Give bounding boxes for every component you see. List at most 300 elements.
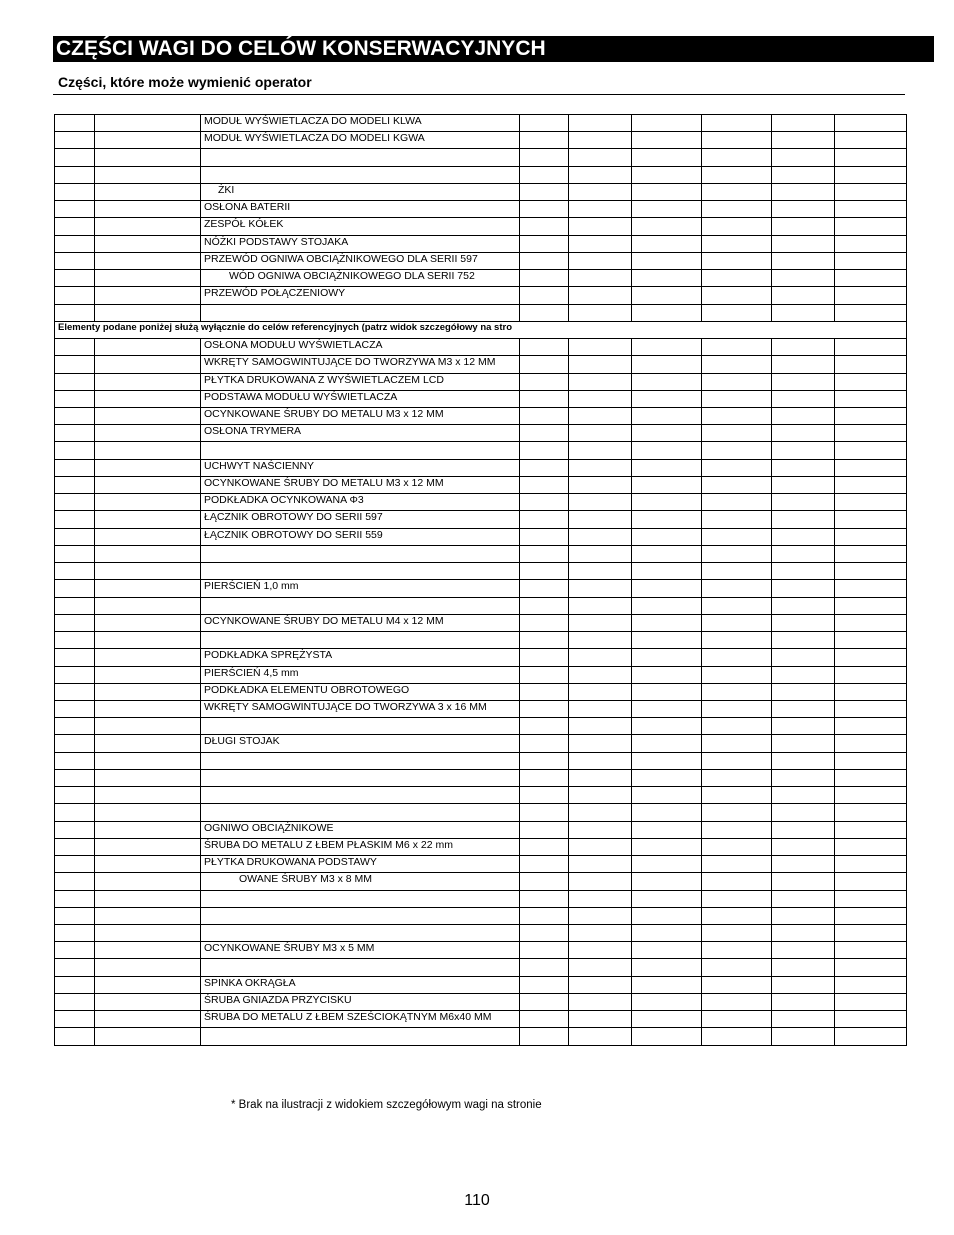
table-cell — [772, 459, 835, 476]
table-cell — [520, 718, 569, 735]
table-cell — [702, 787, 772, 804]
table-cell — [632, 856, 702, 873]
table-cell — [702, 166, 772, 183]
table-cell — [520, 700, 569, 717]
table-cell — [772, 201, 835, 218]
part-description: ŚRUBA DO METALU Z ŁBEM PŁASKIM M6 x 22 mm — [201, 838, 520, 855]
table-cell — [702, 666, 772, 683]
table-cell — [702, 425, 772, 442]
table-cell — [520, 149, 569, 166]
table-row — [55, 528, 907, 545]
table-cell — [835, 252, 907, 269]
table-cell — [632, 614, 702, 631]
table-cell — [95, 752, 201, 769]
table-cell — [702, 959, 772, 976]
table-cell — [772, 218, 835, 235]
table-cell — [569, 183, 632, 200]
table-cell — [835, 287, 907, 304]
table-cell — [55, 718, 95, 735]
table-row — [55, 718, 907, 735]
table-cell — [632, 735, 702, 752]
table-row — [55, 235, 907, 252]
table-row — [55, 959, 907, 976]
table-cell — [569, 614, 632, 631]
table-cell — [835, 545, 907, 562]
table-row — [55, 287, 907, 304]
table-cell — [835, 115, 907, 132]
table-cell — [772, 339, 835, 356]
table-cell — [702, 563, 772, 580]
table-cell — [772, 597, 835, 614]
table-cell — [632, 1028, 702, 1045]
table-cell — [95, 545, 201, 562]
table-cell — [95, 287, 201, 304]
table-cell — [772, 304, 835, 321]
table-row — [55, 856, 907, 873]
table-cell — [95, 459, 201, 476]
part-description — [201, 787, 520, 804]
table-cell — [569, 390, 632, 407]
table-cell — [55, 459, 95, 476]
table-cell — [632, 890, 702, 907]
table-cell — [772, 235, 835, 252]
table-cell — [772, 959, 835, 976]
table-cell — [772, 804, 835, 821]
table-cell — [520, 459, 569, 476]
table-cell — [702, 718, 772, 735]
table-cell — [702, 993, 772, 1010]
table-cell — [55, 373, 95, 390]
table-cell — [835, 132, 907, 149]
table-cell — [55, 925, 95, 942]
table-row — [55, 821, 907, 838]
part-description — [201, 769, 520, 786]
table-cell — [95, 787, 201, 804]
table-row — [55, 873, 907, 890]
table-cell — [520, 752, 569, 769]
table-cell — [569, 149, 632, 166]
table-cell — [835, 752, 907, 769]
table-cell — [702, 632, 772, 649]
table-cell — [772, 287, 835, 304]
part-description: ŚRUBA DO METALU Z ŁBEM SZEŚCIOKĄTNYM M6x40 MM — [201, 1011, 520, 1028]
table-cell — [520, 1028, 569, 1045]
table-cell — [95, 425, 201, 442]
table-cell — [569, 270, 632, 287]
table-cell — [835, 356, 907, 373]
table-cell — [772, 873, 835, 890]
part-description: PRZEWÓD POŁĄCZENIOWY — [201, 287, 520, 304]
table-cell — [835, 183, 907, 200]
table-row — [55, 666, 907, 683]
table-row — [55, 580, 907, 597]
table-cell — [772, 166, 835, 183]
table-cell — [569, 563, 632, 580]
table-cell — [569, 494, 632, 511]
table-cell — [520, 838, 569, 855]
table-cell — [632, 942, 702, 959]
table-cell — [55, 425, 95, 442]
table-cell — [520, 683, 569, 700]
table-cell — [55, 201, 95, 218]
table-cell — [55, 235, 95, 252]
table-cell — [520, 580, 569, 597]
part-description: OGNIWO OBCIĄŻNIKOWE — [201, 821, 520, 838]
table-cell — [702, 769, 772, 786]
table-cell — [569, 132, 632, 149]
table-cell — [95, 166, 201, 183]
table-cell — [520, 442, 569, 459]
table-cell — [55, 166, 95, 183]
table-cell — [95, 838, 201, 855]
table-cell — [569, 804, 632, 821]
table-cell — [632, 925, 702, 942]
table-cell — [520, 735, 569, 752]
table-cell — [55, 993, 95, 1010]
table-cell — [772, 787, 835, 804]
part-description — [201, 804, 520, 821]
table-cell — [835, 563, 907, 580]
table-cell — [95, 597, 201, 614]
table-cell — [772, 942, 835, 959]
table-cell — [569, 425, 632, 442]
table-cell — [632, 838, 702, 855]
table-cell — [55, 632, 95, 649]
table-cell — [55, 218, 95, 235]
table-cell — [772, 632, 835, 649]
table-cell — [772, 580, 835, 597]
table-cell — [632, 201, 702, 218]
table-cell — [520, 649, 569, 666]
table-cell — [520, 907, 569, 924]
table-cell — [55, 407, 95, 424]
table-row — [55, 1011, 907, 1028]
table-cell — [772, 890, 835, 907]
table-cell — [55, 907, 95, 924]
table-cell — [772, 907, 835, 924]
table-cell — [632, 769, 702, 786]
table-cell — [569, 649, 632, 666]
table-cell — [772, 545, 835, 562]
parts-table-body — [55, 115, 907, 1046]
table-cell — [55, 494, 95, 511]
table-cell — [702, 528, 772, 545]
table-cell — [55, 1028, 95, 1045]
table-cell — [95, 270, 201, 287]
table-cell — [772, 563, 835, 580]
table-cell — [772, 666, 835, 683]
table-cell — [835, 511, 907, 528]
part-description — [201, 563, 520, 580]
table-cell — [55, 959, 95, 976]
table-cell — [95, 976, 201, 993]
part-description: WKRĘTY SAMOGWINTUJĄCE DO TWORZYWA 3 x 16 MM — [201, 700, 520, 717]
table-cell — [55, 442, 95, 459]
table-cell — [835, 425, 907, 442]
table-cell — [520, 201, 569, 218]
table-cell — [95, 821, 201, 838]
table-cell — [702, 339, 772, 356]
part-description — [201, 752, 520, 769]
table-cell — [702, 752, 772, 769]
table-row — [55, 735, 907, 752]
table-cell — [95, 494, 201, 511]
table-cell — [569, 545, 632, 562]
table-row — [55, 494, 907, 511]
table-cell — [835, 976, 907, 993]
table-cell — [835, 597, 907, 614]
table-row — [55, 976, 907, 993]
table-row — [55, 373, 907, 390]
table-cell — [632, 563, 702, 580]
table-cell — [520, 252, 569, 269]
table-cell — [569, 959, 632, 976]
table-row — [55, 683, 907, 700]
table-row — [55, 476, 907, 493]
table-cell — [569, 856, 632, 873]
table-cell — [569, 907, 632, 924]
table-cell — [702, 597, 772, 614]
table-cell — [95, 115, 201, 132]
table-cell — [632, 183, 702, 200]
part-description: OSŁONA TRYMERA — [201, 425, 520, 442]
table-cell — [95, 856, 201, 873]
table-cell — [55, 304, 95, 321]
part-description — [201, 304, 520, 321]
table-cell — [95, 925, 201, 942]
table-cell — [835, 666, 907, 683]
table-cell — [632, 339, 702, 356]
table-cell — [95, 873, 201, 890]
table-cell — [569, 304, 632, 321]
table-cell — [95, 804, 201, 821]
table-cell — [702, 1028, 772, 1045]
table-cell — [632, 476, 702, 493]
table-cell — [520, 494, 569, 511]
table-cell — [569, 821, 632, 838]
table-cell — [835, 149, 907, 166]
part-description — [201, 959, 520, 976]
table-cell — [632, 873, 702, 890]
table-cell — [55, 821, 95, 838]
table-cell — [55, 545, 95, 562]
table-cell — [632, 976, 702, 993]
table-row — [55, 115, 907, 132]
table-cell — [632, 218, 702, 235]
table-cell — [632, 132, 702, 149]
table-row — [55, 252, 907, 269]
table-cell — [95, 907, 201, 924]
table-cell — [520, 287, 569, 304]
table-cell — [95, 890, 201, 907]
table-cell — [835, 787, 907, 804]
table-cell — [772, 183, 835, 200]
table-cell — [702, 373, 772, 390]
table-cell — [569, 407, 632, 424]
part-description: MODUŁ WYŚWIETLACZA DO MODELI KGWA — [201, 132, 520, 149]
table-cell — [835, 804, 907, 821]
table-cell — [569, 993, 632, 1010]
table-cell — [95, 235, 201, 252]
part-description — [201, 907, 520, 924]
table-cell — [835, 373, 907, 390]
part-description: PŁYTKA DRUKOWANA PODSTAWY — [201, 856, 520, 873]
table-cell — [520, 976, 569, 993]
part-description: UCHWYT NAŚCIENNY — [201, 459, 520, 476]
table-cell — [55, 666, 95, 683]
part-description: PIERŚCIEŃ 4,5 mm — [201, 666, 520, 683]
table-cell — [835, 1028, 907, 1045]
table-cell — [772, 993, 835, 1010]
table-cell — [835, 769, 907, 786]
table-cell — [55, 287, 95, 304]
table-row — [55, 201, 907, 218]
table-cell — [835, 407, 907, 424]
table-cell — [569, 476, 632, 493]
subtitle-rule — [53, 94, 905, 95]
section-note: Elementy podane poniżej służą wyłącznie do celów referencyjnych (patrz widok szczegółowy na stro — [55, 321, 907, 338]
table-cell — [835, 942, 907, 959]
table-cell — [702, 407, 772, 424]
part-description: OCYNKOWANE ŚRUBY M3 x 5 MM — [201, 942, 520, 959]
table-cell — [772, 494, 835, 511]
table-cell — [632, 149, 702, 166]
table-cell — [835, 270, 907, 287]
table-cell — [95, 390, 201, 407]
table-cell — [95, 373, 201, 390]
table-cell — [772, 356, 835, 373]
table-cell — [95, 683, 201, 700]
part-description: ŁĄCZNIK OBROTOWY DO SERII 559 — [201, 528, 520, 545]
part-description: ŁĄCZNIK OBROTOWY DO SERII 597 — [201, 511, 520, 528]
table-cell — [520, 666, 569, 683]
table-cell — [55, 890, 95, 907]
table-cell — [520, 993, 569, 1010]
table-cell — [772, 856, 835, 873]
table-cell — [772, 390, 835, 407]
table-cell — [702, 649, 772, 666]
table-cell — [772, 683, 835, 700]
part-description — [201, 442, 520, 459]
table-cell — [55, 735, 95, 752]
part-description — [201, 718, 520, 735]
part-description: OCYNKOWANE ŚRUBY DO METALU M4 x 12 MM — [201, 614, 520, 631]
table-cell — [520, 390, 569, 407]
part-description: ZESPÓŁ KÓŁEK — [201, 218, 520, 235]
table-row — [55, 321, 907, 338]
table-cell — [95, 218, 201, 235]
table-cell — [772, 649, 835, 666]
table-cell — [569, 166, 632, 183]
table-row — [55, 545, 907, 562]
table-cell — [702, 252, 772, 269]
table-cell — [632, 632, 702, 649]
table-cell — [702, 735, 772, 752]
table-cell — [520, 528, 569, 545]
table-cell — [702, 356, 772, 373]
table-row — [55, 304, 907, 321]
section-subtitle: Części, które może wymienić operator — [58, 74, 312, 90]
table-cell — [632, 718, 702, 735]
table-cell — [569, 235, 632, 252]
table-cell — [632, 459, 702, 476]
table-cell — [569, 666, 632, 683]
table-cell — [95, 614, 201, 631]
table-cell — [632, 356, 702, 373]
table-cell — [702, 304, 772, 321]
table-row — [55, 787, 907, 804]
table-cell — [520, 270, 569, 287]
table-cell — [632, 700, 702, 717]
table-cell — [95, 1011, 201, 1028]
table-cell — [772, 476, 835, 493]
table-cell — [702, 511, 772, 528]
table-row — [55, 614, 907, 631]
table-cell — [55, 132, 95, 149]
table-cell — [835, 339, 907, 356]
table-cell — [55, 511, 95, 528]
part-description: PRZEWÓD OGNIWA OBCIĄŻNIKOWEGO DLA SERII 597 — [201, 252, 520, 269]
table-cell — [632, 666, 702, 683]
table-cell — [55, 252, 95, 269]
table-cell — [702, 545, 772, 562]
table-cell — [95, 476, 201, 493]
table-cell — [835, 890, 907, 907]
part-description: SPINKA OKRĄGŁA — [201, 976, 520, 993]
table-row — [55, 356, 907, 373]
table-cell — [772, 407, 835, 424]
table-cell — [569, 218, 632, 235]
table-cell — [569, 528, 632, 545]
table-cell — [95, 304, 201, 321]
table-cell — [632, 442, 702, 459]
table-cell — [520, 632, 569, 649]
table-cell — [55, 390, 95, 407]
table-cell — [772, 718, 835, 735]
table-cell — [632, 252, 702, 269]
table-cell — [632, 597, 702, 614]
table-cell — [520, 873, 569, 890]
table-row — [55, 563, 907, 580]
table-cell — [702, 201, 772, 218]
table-cell — [632, 752, 702, 769]
table-cell — [569, 580, 632, 597]
table-cell — [95, 407, 201, 424]
table-cell — [569, 597, 632, 614]
table-cell — [55, 752, 95, 769]
table-cell — [55, 649, 95, 666]
table-cell — [569, 459, 632, 476]
table-cell — [835, 1011, 907, 1028]
table-row — [55, 459, 907, 476]
part-description: OCYNKOWANE ŚRUBY DO METALU M3 x 12 MM — [201, 407, 520, 424]
table-row — [55, 442, 907, 459]
table-row — [55, 769, 907, 786]
part-description: NÓŻKI PODSTAWY STOJAKA — [201, 235, 520, 252]
table-cell — [702, 856, 772, 873]
table-cell — [55, 614, 95, 631]
table-row — [55, 425, 907, 442]
part-description — [201, 166, 520, 183]
part-description — [201, 597, 520, 614]
table-cell — [569, 752, 632, 769]
part-description: ŚRUBA GNIAZDA PRZYCISKU — [201, 993, 520, 1010]
table-row — [55, 390, 907, 407]
table-cell — [772, 252, 835, 269]
table-cell — [569, 718, 632, 735]
table-cell — [520, 545, 569, 562]
table-cell — [632, 270, 702, 287]
